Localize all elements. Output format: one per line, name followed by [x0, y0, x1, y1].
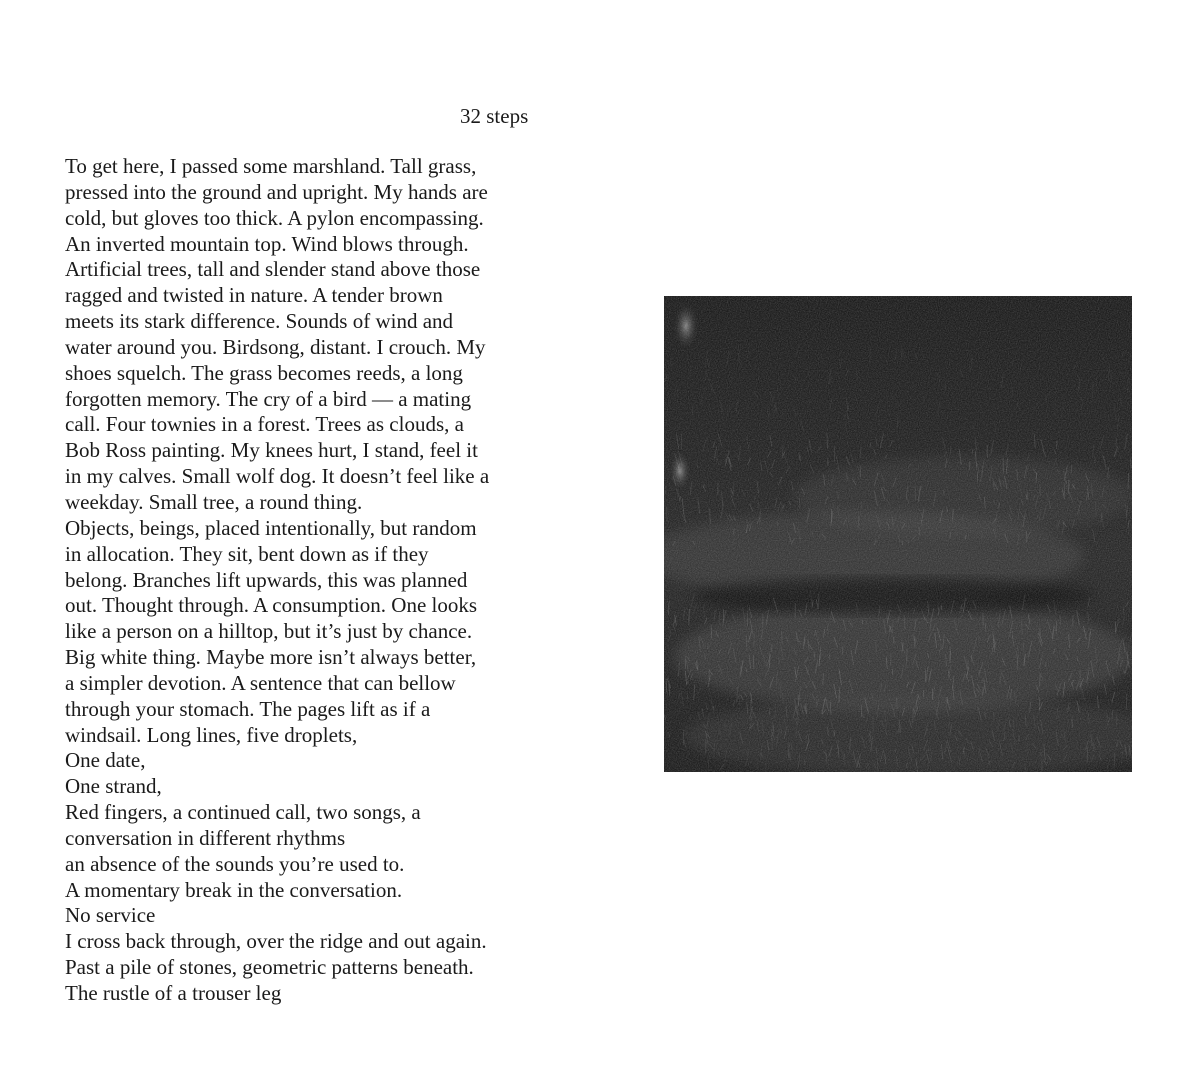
poem-line: meets its stark difference. Sounds of wind and — [65, 309, 454, 334]
poem-line: Red fingers, a continued call, two songs, a — [65, 800, 421, 825]
poem-line: water around you. Birdsong, distant. I crouch. My — [65, 334, 486, 359]
page-number: 32 steps — [460, 104, 529, 128]
grass-photograph-image — [664, 296, 1132, 772]
poem-line: An inverted mountain top. Wind blows through. — [65, 231, 469, 256]
poem-line: pressed into the ground and upright. My hands are — [65, 179, 488, 204]
grass-photograph — [664, 296, 1132, 772]
poem-line: Artificial trees, tall and slender stand above those — [65, 257, 481, 282]
poem-line: like a person on a hilltop, but it’s just by chance. — [65, 619, 473, 644]
poem-line: Bob Ross painting. My knees hurt, I stand, feel it — [65, 438, 478, 463]
poem-line: call. Four townies in a forest. Trees as clouds, a — [65, 412, 464, 437]
poem-line: ragged and twisted in nature. A tender brown — [65, 283, 443, 308]
poem-line: One strand, — [65, 774, 162, 799]
poem-line: conversation in different rhythms — [65, 825, 346, 850]
poem-line: windsail. Long lines, five droplets, — [65, 722, 358, 747]
poem-line: To get here, I passed some marshland. Tall grass, — [65, 154, 477, 178]
poem-text — [65, 154, 545, 1007]
poem-line: shoes squelch. The grass becomes reeds, a long — [65, 360, 463, 385]
poem-line: an absence of the sounds you’re used to. — [65, 851, 405, 876]
poem-line: a simpler devotion. A sentence that can bellow — [65, 670, 456, 695]
poem-line: A momentary break in the conversation. — [65, 877, 403, 902]
poem-line: Past a pile of stones, geometric patterns beneath. — [65, 955, 474, 980]
poem-line: through your stomach. The pages lift as if a — [65, 696, 431, 721]
poem-line: in my calves. Small wolf dog. It doesn’t feel like a — [65, 464, 490, 489]
poem-line: out. Thought through. A consumption. One looks — [65, 593, 478, 618]
poem-line: weekday. Small tree, a round thing. — [65, 489, 363, 514]
poem-line: I cross back through, over the ridge and out again. — [65, 929, 487, 954]
poem-line: in allocation. They sit, bent down as if they — [65, 541, 429, 566]
poem-line: cold, but gloves too thick. A pylon encompassing. — [65, 205, 484, 230]
poem-line: The rustle of a trouser leg — [65, 981, 282, 1005]
poem-line: One date, — [65, 748, 146, 773]
poem-line: forgotten memory. The cry of a bird — a mating — [65, 386, 472, 411]
poem-line: Objects, beings, placed intentionally, but random — [65, 515, 477, 540]
poem-line: belong. Branches lift upwards, this was planned — [65, 567, 468, 592]
poem-line: No service — [65, 903, 156, 928]
poem-line: Big white thing. Maybe more isn’t always better, — [65, 645, 477, 670]
